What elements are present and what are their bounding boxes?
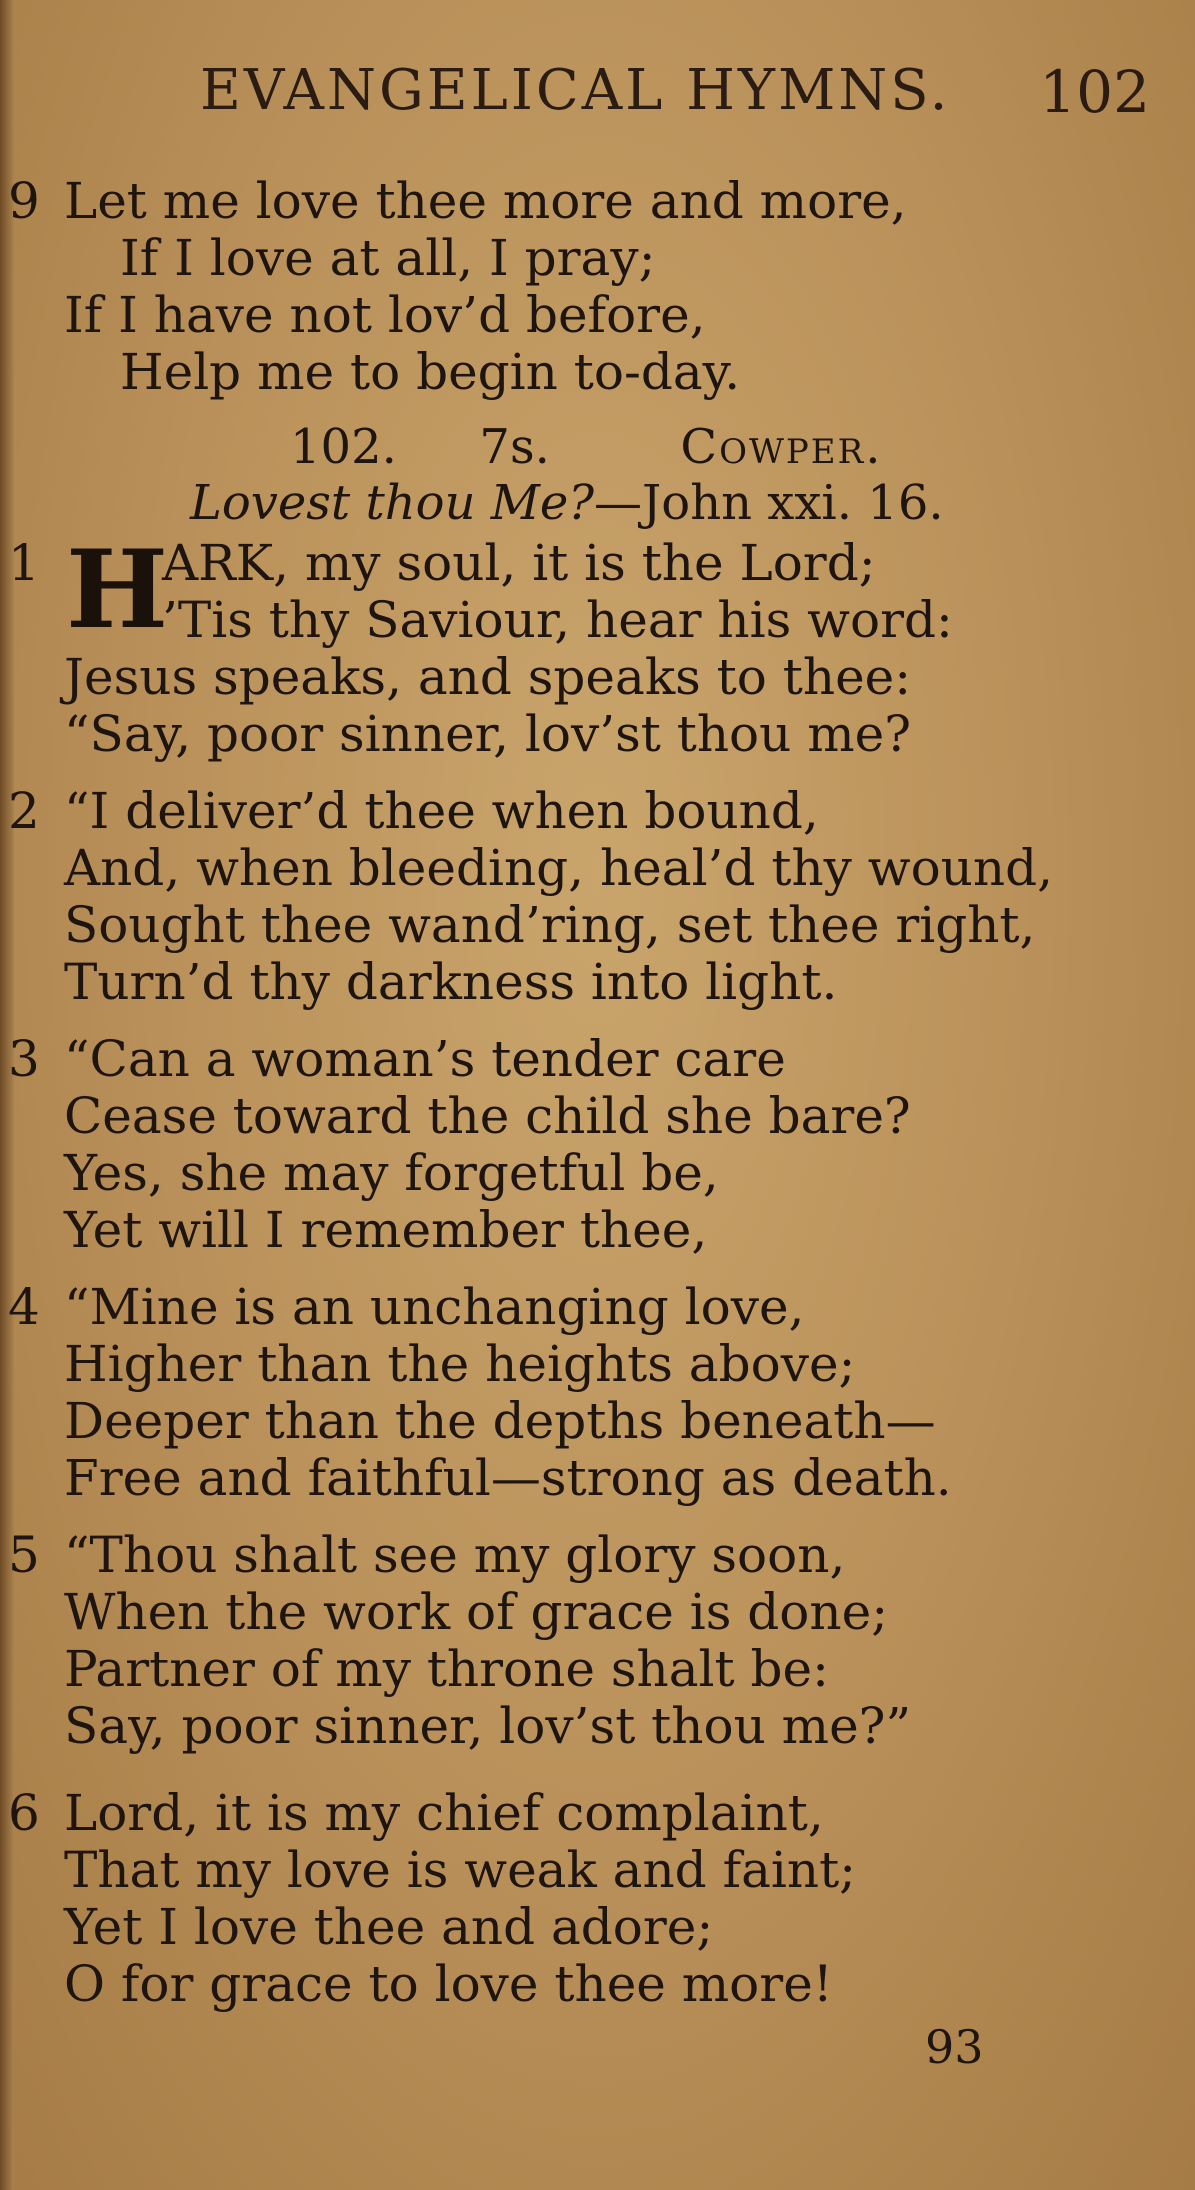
stanza-line: “Can a woman’s tender care — [64, 1030, 786, 1088]
stanza-line: Deeper than the depths beneath— — [64, 1392, 936, 1450]
stanza-number: 4 — [8, 1278, 40, 1336]
stanza-line: “Thou shalt see my glory soon, — [64, 1526, 846, 1584]
stanza-line: Lord, it is my chief complaint, — [64, 1784, 824, 1842]
stanza-line: O for grace to love thee more! — [64, 1955, 833, 2013]
stanza-number: 1 — [8, 534, 40, 592]
stanza-line: Help me to begin to-day. — [120, 343, 741, 401]
hymn-author: Cowper. — [680, 419, 883, 475]
stanza-line: “Say, poor sinner, lov’st thou me? — [64, 705, 912, 763]
stanza-line: Let me love thee more and more, — [64, 172, 907, 230]
stanza-number: 3 — [8, 1030, 40, 1088]
stanza-line: Cease toward the child she bare? — [64, 1087, 911, 1145]
stanza-line: When the work of grace is done; — [64, 1583, 889, 1641]
stanza-line: Sought thee wand’ring, set thee right, — [64, 896, 1036, 954]
stanza-line: “Mine is an unchanging love, — [64, 1278, 805, 1336]
stanza-line: “I deliver’d thee when bound, — [64, 782, 819, 840]
stanza-line: ARK, my soul, it is the Lord; — [162, 534, 876, 592]
hymn-meter: 7s. — [479, 419, 550, 475]
stanza-line: Turn’d thy darkness into light. — [64, 953, 838, 1011]
hymn-heading — [290, 418, 882, 476]
hymn-subtitle — [190, 474, 944, 532]
stanza-line: Partner of my throne shalt be: — [64, 1640, 829, 1698]
stanza-line: And, when bleeding, heal’d thy wound, — [64, 839, 1053, 897]
stanza-line: If I have not lov’d before, — [64, 286, 706, 344]
hymn-title: Lovest thou Me? — [190, 475, 595, 531]
stanza-line: Yet will I remember thee, — [64, 1201, 708, 1259]
stanza-number: 2 — [8, 782, 40, 840]
stanza-line: That my love is weak and faint; — [64, 1841, 857, 1899]
signature-mark: 93 — [925, 2020, 984, 2074]
page-number: 102 — [1039, 58, 1150, 126]
stanza-line: Yes, she may forgetful be, — [64, 1144, 719, 1202]
running-head-title: EVANGELICAL HYMNS. — [200, 58, 951, 123]
page-edge — [0, 0, 14, 2190]
stanza-line: Higher than the heights above; — [64, 1335, 856, 1393]
hymn-number: 102. — [290, 419, 397, 475]
drop-cap: H — [66, 527, 169, 653]
stanza-line: If I love at all, I pray; — [120, 229, 656, 287]
running-head — [200, 58, 1160, 138]
stanza-line: ’Tis thy Saviour, hear his word: — [162, 591, 953, 649]
stanza-number: 5 — [8, 1526, 40, 1584]
stanza-line: Jesus speaks, and speaks to thee: — [64, 648, 912, 706]
stanza-number: 9 — [8, 172, 40, 230]
stanza-line: Free and faithful—strong as death. — [64, 1449, 952, 1507]
stanza-line: Yet I love thee and adore; — [64, 1898, 714, 1956]
stanza-number: 6 — [8, 1784, 40, 1842]
hymn-reference: —John xxi. 16. — [594, 475, 944, 531]
stanza-line: Say, poor sinner, lov’st thou me?” — [64, 1697, 912, 1755]
